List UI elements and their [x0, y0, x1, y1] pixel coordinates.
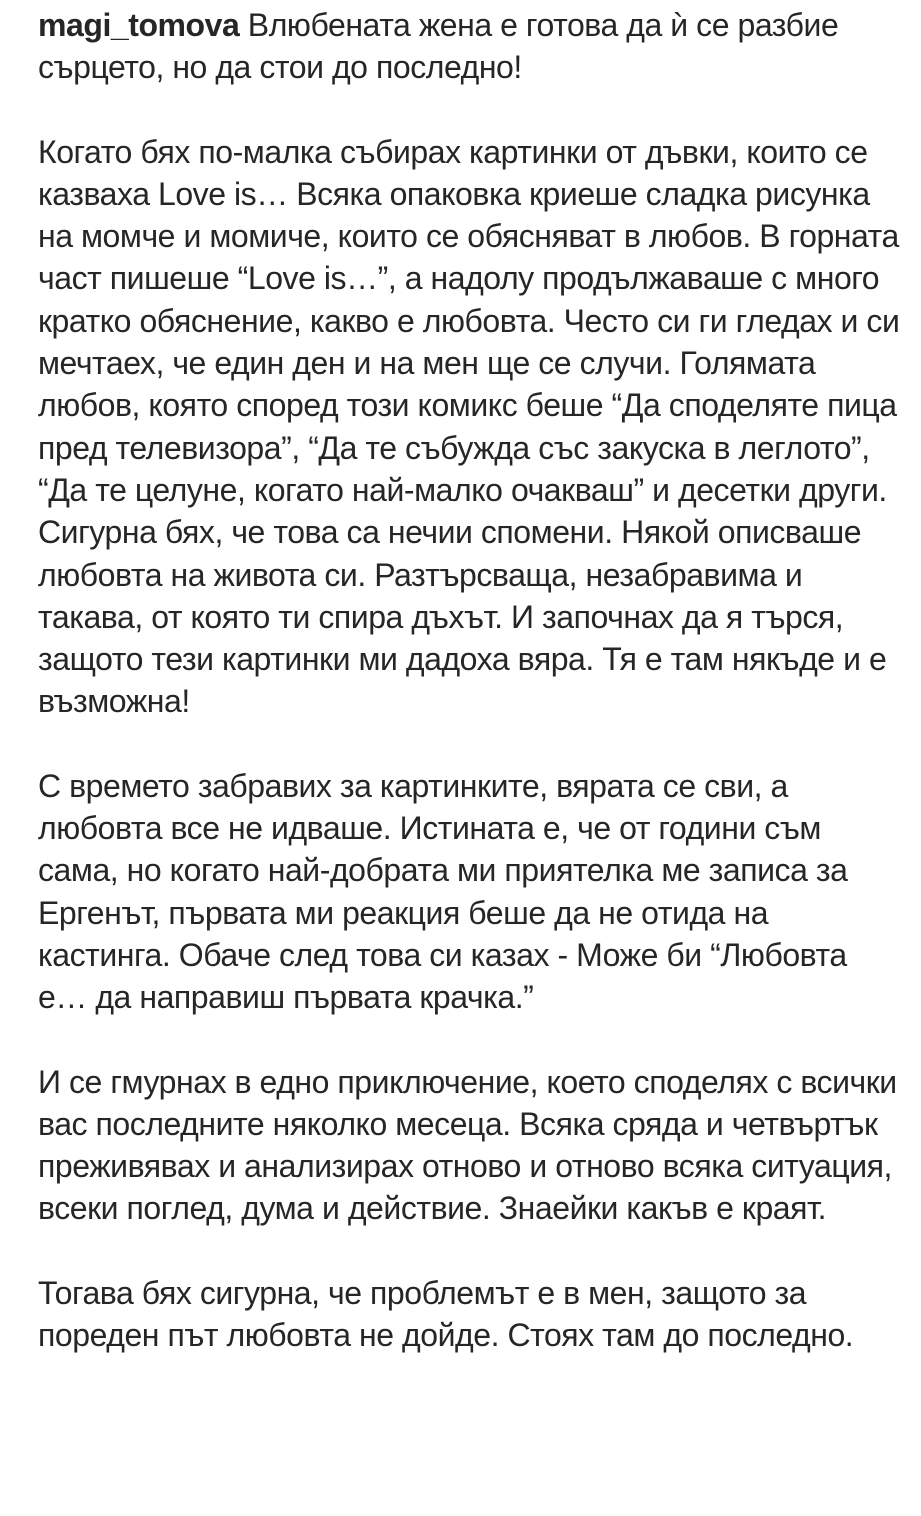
- caption-paragraph: И се гмурнах в едно приключение, което споделях с всички вас последните няколко месеца. Всяка сряда и четвъртък преживявах и анализирах отново и отново всяка ситуация, всеки поглед, дума и действие. Знаейки какъв е краят.: [38, 1063, 897, 1227]
- caption-paragraph: Тогава бях сигурна, че проблемът е в мен, защото за пореден път любовта не дойде. Стоях там до последно.: [38, 1274, 854, 1354]
- caption-paragraph: Когато бях по-малка събирах картинки от дъвки, които се казваха Love is… Всяка опаковка криеше сладка рисунка на момче и момиче, които се обясняват в любов. В горната част пишеше “Love is…”, а надолу продължаваше с много кратко обяснение, какво е любовта. Често си ги гледах и си мечтаех, че един ден и на мен ще се случи. Голямата любов, която според този комикс беше “Да споделяте пица пред телевизора”, “Да те събужда със закуска в леглото”, “Да те целуне, когато най-малко очакваш” и десетки други. Сигурна бях, че това са нечии спомени. Някой описваше любовта на живота си. Разтърсваща, незабравима и такава, от която ти спира дъхът. И започнах да я търся, защото тези картинки ми дадоха вяра. Тя е там някъде и е възможна!: [38, 133, 900, 720]
- caption-text: Влюбената жена е готова да ѝ се разбие сърцето, но да стои до последно!: [38, 7, 839, 86]
- caption-paragraph: С времето забравих за картинките, вярата се сви, а любовта все не идваше. Истината е, че от години съм сама, но когато най-добрата ми приятелка ме записа за Ергенът, първата ми реакция беше да не отида на кастинга. Обаче след това си казах - Може би “Любовта е… да направиш първата крачка.”: [38, 767, 848, 1016]
- caption-paragraph-intro: [38, 4, 901, 89]
- username-link[interactable]: magi_tomova: [38, 7, 240, 43]
